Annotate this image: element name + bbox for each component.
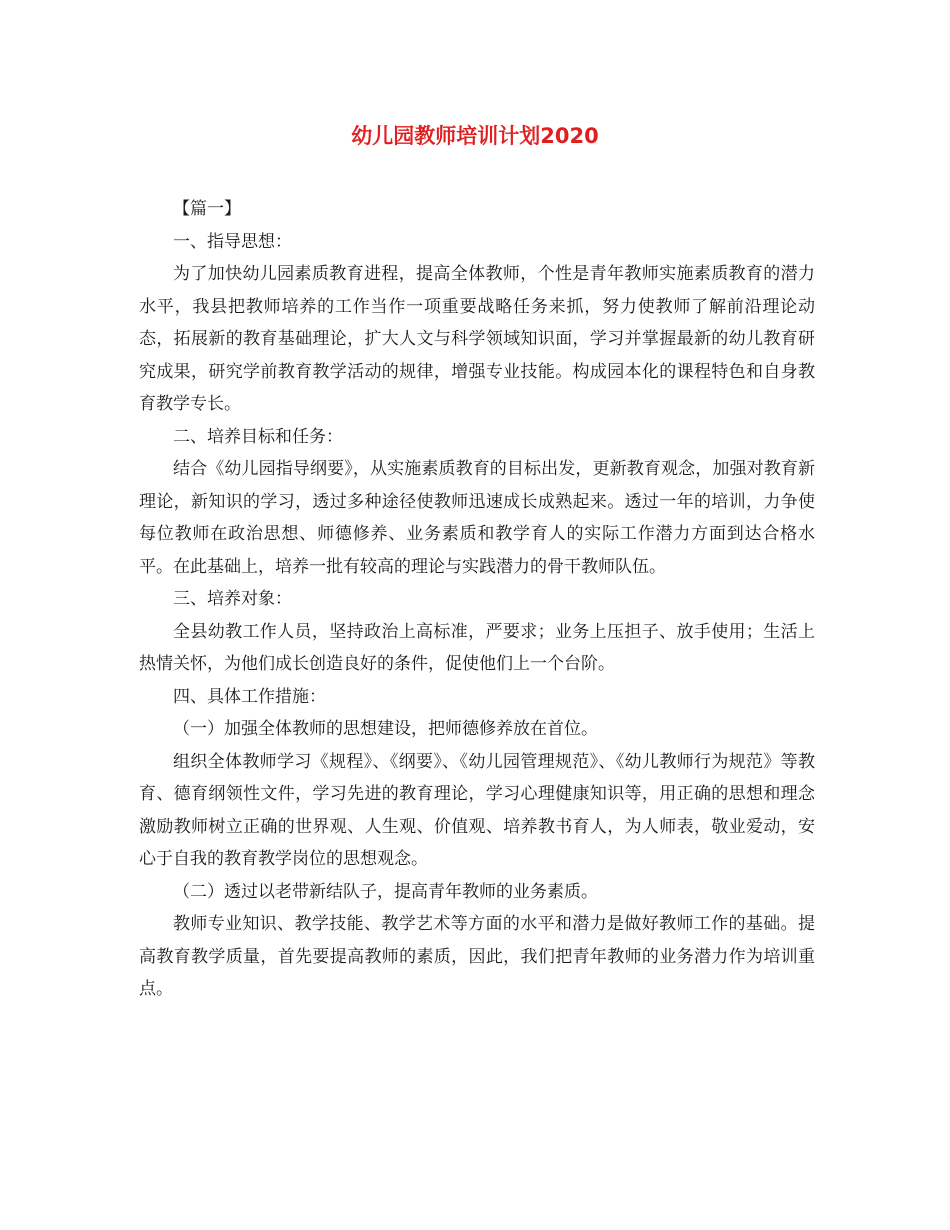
paragraph-mentoring: 教师专业知识、教学技能、教学艺术等方面的水平和潜力是做好教师工作的基础。提高教育教学质量，首先要提高教师的素质，因此，我们把青年教师的业务潜力作为培训重点。 bbox=[139, 914, 815, 999]
section-label: 【篇一】 bbox=[173, 199, 241, 219]
paragraph-training-targets: 全县幼教工作人员，坚持政治上高标准，严要求；业务上压担子、放手使用；生活上热情关怀，为他们成长创造良好的条件，促使他们上一个台阶。 bbox=[139, 621, 815, 674]
paragraph-goals-tasks: 结合《幼儿园指导纲要》，从实施素质教育的目标出发，更新教育观念，加强对教育新理论，新知识的学习，透过多种途径使教师迅速成长成熟起来。透过一年的培训，力争使每位教师在政治思想、师德修养、业务素质和教学育人的实际工作潜力方面到达合格水平。在此基础上，培养一批有较高的理论与实践潜力的骨干教师队伍。 bbox=[139, 459, 815, 577]
heading-work-measures: 四、具体工作措施： bbox=[173, 686, 326, 707]
heading-guiding-ideology: 一、指导思想： bbox=[173, 231, 292, 252]
document-title: 幼儿园教师培训计划2020 bbox=[351, 124, 599, 148]
paragraph-ideological-building: 组织全体教师学习《规程》、《纲要》、《幼儿园管理规范》、《幼儿教师行为规范》等教育、德育纲领性文件，学习先进的教育理论，学习心理健康知识等，用正确的思想和理念激励教师树立正确的世界观、人生观、价值观、培养教书育人，为人师表，敬业爱动，安心于自我的教育教学岗位的思想观念。 bbox=[139, 751, 815, 869]
document-body bbox=[139, 193, 815, 1006]
paragraph-guiding-ideology: 为了加快幼儿园素质教育进程，提高全体教师，个性是青年教师实施素质教育的潜力水平，我县把教师培养的工作当作一项重要战略任务来抓，努力使教师了解前沿理论动态，拓展新的教育基础理论，扩大人文与科学领域知识面，学习并掌握最新的幼儿教育研究成果，研究学前教育教学活动的规律，增强专业技能。构成园本化的课程特色和自身教育教学专长。 bbox=[139, 264, 815, 414]
subheading-mentoring: （二）透过以老带新结队子，提高青年教师的业务素质。 bbox=[173, 881, 598, 902]
subheading-ideological-building: （一）加强全体教师的思想建设，把师德修养放在首位。 bbox=[173, 719, 598, 739]
heading-goals-tasks: 二、培养目标和任务： bbox=[173, 426, 343, 447]
heading-training-targets: 三、培养对象： bbox=[173, 589, 292, 609]
